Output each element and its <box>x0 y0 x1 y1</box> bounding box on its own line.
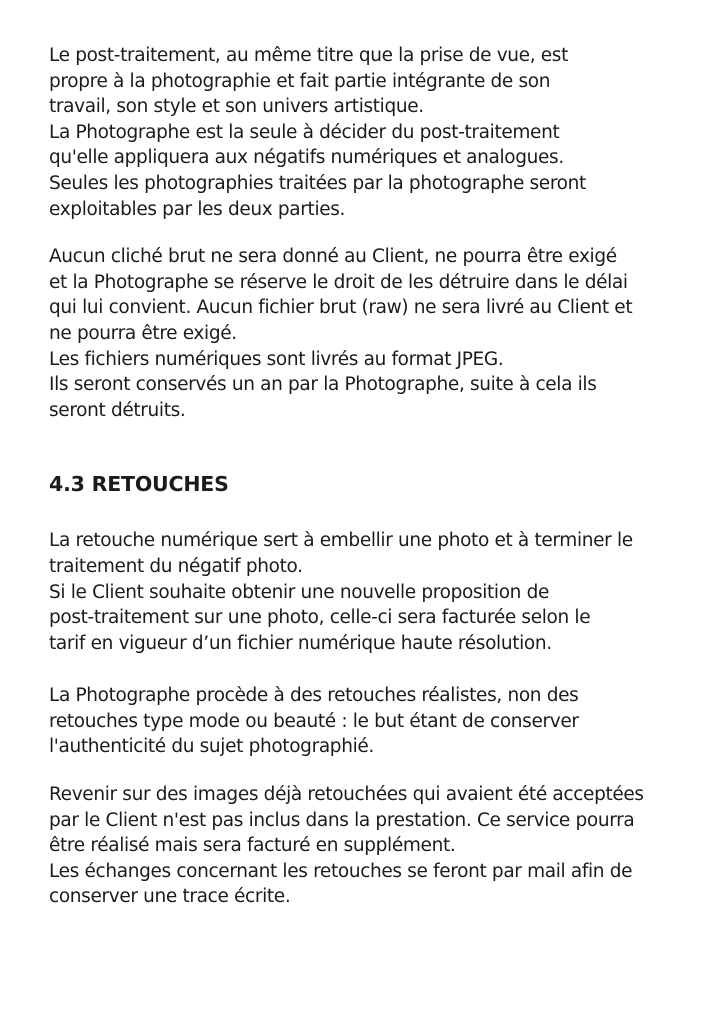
text-line: Revenir sur des images déjà retouchées qui avaient été acceptées <box>49 784 644 806</box>
text-line: qui lui convient. Aucun fichier brut (raw) ne sera livré au Client et <box>49 297 633 319</box>
text-line: Le post-traitement, au même titre que la prise de vue, est <box>49 45 569 66</box>
paragraph-spacer <box>49 760 709 782</box>
paragraph-post-traitement <box>49 43 709 222</box>
text-line: exploitables par les deux parties. <box>49 198 346 220</box>
text-line: Si le Client souhaite obtenir une nouvelle proposition de <box>49 581 550 603</box>
document-page <box>49 43 709 910</box>
paragraph-cliches-bruts <box>49 244 709 423</box>
paragraph-spacer <box>49 656 709 683</box>
text-line: retouches type mode ou beauté : le but étant de conserver <box>49 710 579 732</box>
text-line: propre à la photographie et fait partie intégrante de son <box>49 70 551 92</box>
text-line: tarif en vigueur d’un fichier numérique haute résolution. <box>49 632 552 654</box>
heading-spacer <box>49 497 709 528</box>
text-line: Seules les photographies traitées par la photographe seront <box>49 172 586 194</box>
text-line: seront détruits. <box>49 399 186 421</box>
text-line: Les fichiers numériques sont livrés au format JPEG. <box>49 348 504 370</box>
text-line: La Photographe procède à des retouches réalistes, non des <box>49 685 579 707</box>
text-line: par le Client n'est pas inclus dans la prestation. Ce service pourra <box>49 809 635 831</box>
text-line: Ils seront conservés un an par la Photographe, suite à cela ils <box>49 374 597 396</box>
paragraph-spacer <box>49 222 709 244</box>
text-line: qu'elle appliquera aux négatifs numériques et analogues. <box>49 147 564 169</box>
section-spacer <box>49 423 709 471</box>
text-line: traitement du négatif photo. <box>49 555 303 577</box>
text-line: La Photographe est la seule à décider du post-traitement <box>49 121 560 143</box>
text-line: être réalisé mais sera facturé en supplément. <box>49 835 456 857</box>
text-line: et la Photographe se réserve le droit de les détruire dans le délai <box>49 271 628 293</box>
paragraph-images-retouchees <box>49 782 709 910</box>
text-line: Aucun cliché brut ne sera donné au Client, ne pourra être exigé <box>49 246 617 268</box>
text-line: post-traitement sur une photo, celle-ci sera facturée selon le <box>49 607 591 629</box>
section-heading: 4.3 RETOUCHES <box>49 472 229 497</box>
text-line: ne pourra être exigé. <box>49 322 237 344</box>
text-line: La retouche numérique sert à embellir une photo et à terminer le <box>49 530 633 552</box>
text-line: travail, son style et son univers artistique. <box>49 96 424 118</box>
paragraph-retouches-realistes <box>49 683 709 760</box>
paragraph-retouche-numerique <box>49 528 709 656</box>
text-line: Les échanges concernant les retouches se feront par mail afin de <box>49 860 633 882</box>
text-line: l'authenticité du sujet photographié. <box>49 736 374 758</box>
text-line: conserver une trace écrite. <box>49 886 291 908</box>
